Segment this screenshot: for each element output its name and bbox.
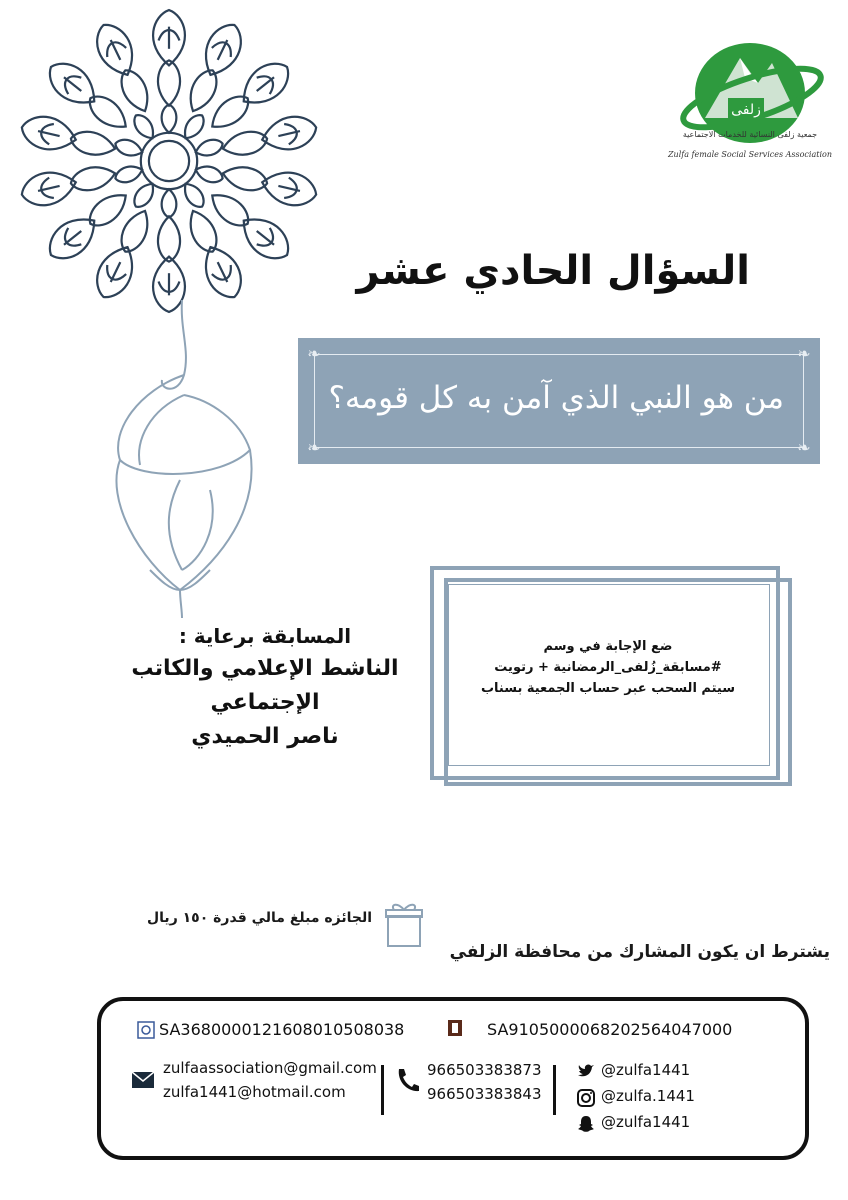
email-1[interactable]: zulfaassociation@gmail.com xyxy=(163,1059,377,1077)
sponsor-line-3: ناصر الحميدي xyxy=(191,724,339,749)
page-title: السؤال الحادي عشر xyxy=(356,248,750,294)
divider xyxy=(381,1065,384,1115)
bank-icon-2 xyxy=(446,1019,464,1039)
iban-1: SA3680000121608010508038 xyxy=(159,1020,405,1039)
snapchat-handle[interactable]: @zulfa1441 xyxy=(601,1113,691,1131)
phone-1[interactable]: 966503383873 xyxy=(427,1061,542,1079)
twitter-handle[interactable]: @zulfa1441 xyxy=(601,1061,691,1079)
mandala-ornament xyxy=(8,0,330,322)
phone-icon xyxy=(395,1067,419,1093)
instagram-icon xyxy=(577,1089,595,1107)
logo-english-name: Zulfa female Social Services Association xyxy=(668,150,832,159)
divider xyxy=(553,1065,556,1115)
snapchat-icon xyxy=(577,1115,595,1133)
corner-ornament-icon: ❧ xyxy=(797,438,811,457)
bank-icon xyxy=(137,1021,155,1039)
mail-icon xyxy=(131,1071,155,1089)
contact-box xyxy=(97,997,809,1160)
email-2[interactable]: zulfa1441@hotmail.com xyxy=(163,1083,346,1101)
condition-text: يشترط ان يكون المشارك من محافظة الزلفي xyxy=(449,942,830,962)
instagram-handle[interactable]: @zulfa.1441 xyxy=(601,1087,695,1105)
answer-line-1: ضع الإجابة في وسم xyxy=(543,639,673,654)
corner-ornament-icon: ❧ xyxy=(307,344,321,363)
corner-ornament-icon: ❧ xyxy=(307,438,321,457)
gift-icon xyxy=(384,900,424,950)
answer-instructions xyxy=(448,636,768,699)
question-banner xyxy=(298,338,820,464)
lantern-vine xyxy=(100,300,270,620)
twitter-icon xyxy=(577,1063,595,1079)
question-text: من هو النبي الذي آمن به كل قومه؟ xyxy=(328,380,784,416)
corner-ornament-icon: ❧ xyxy=(797,344,811,363)
prize-text: الجائزه مبلغ مالي قدرة ١٥٠ ريال xyxy=(147,910,372,926)
answer-line-2: #مسابقة_زُلفى_الرمضانية + رتويت xyxy=(494,660,722,675)
logo-arabic-name: جمعية زلفى النسائية للخدمات الاجتماعية xyxy=(682,130,818,139)
answer-line-3: سيتم السحب عبر حساب الجمعية بسناب xyxy=(480,681,736,696)
sponsor-line-2: الناشط الإعلامي والكاتب الإجتماعي xyxy=(131,656,399,715)
sponsor-block xyxy=(120,620,410,754)
iban-2: SA9105000068202564047000 xyxy=(487,1020,733,1039)
phone-2[interactable]: 966503383843 xyxy=(427,1085,542,1103)
sponsor-line-1: المسابقة برعاية : xyxy=(178,624,352,648)
svg-text:زلفى: زلفى xyxy=(731,102,761,118)
